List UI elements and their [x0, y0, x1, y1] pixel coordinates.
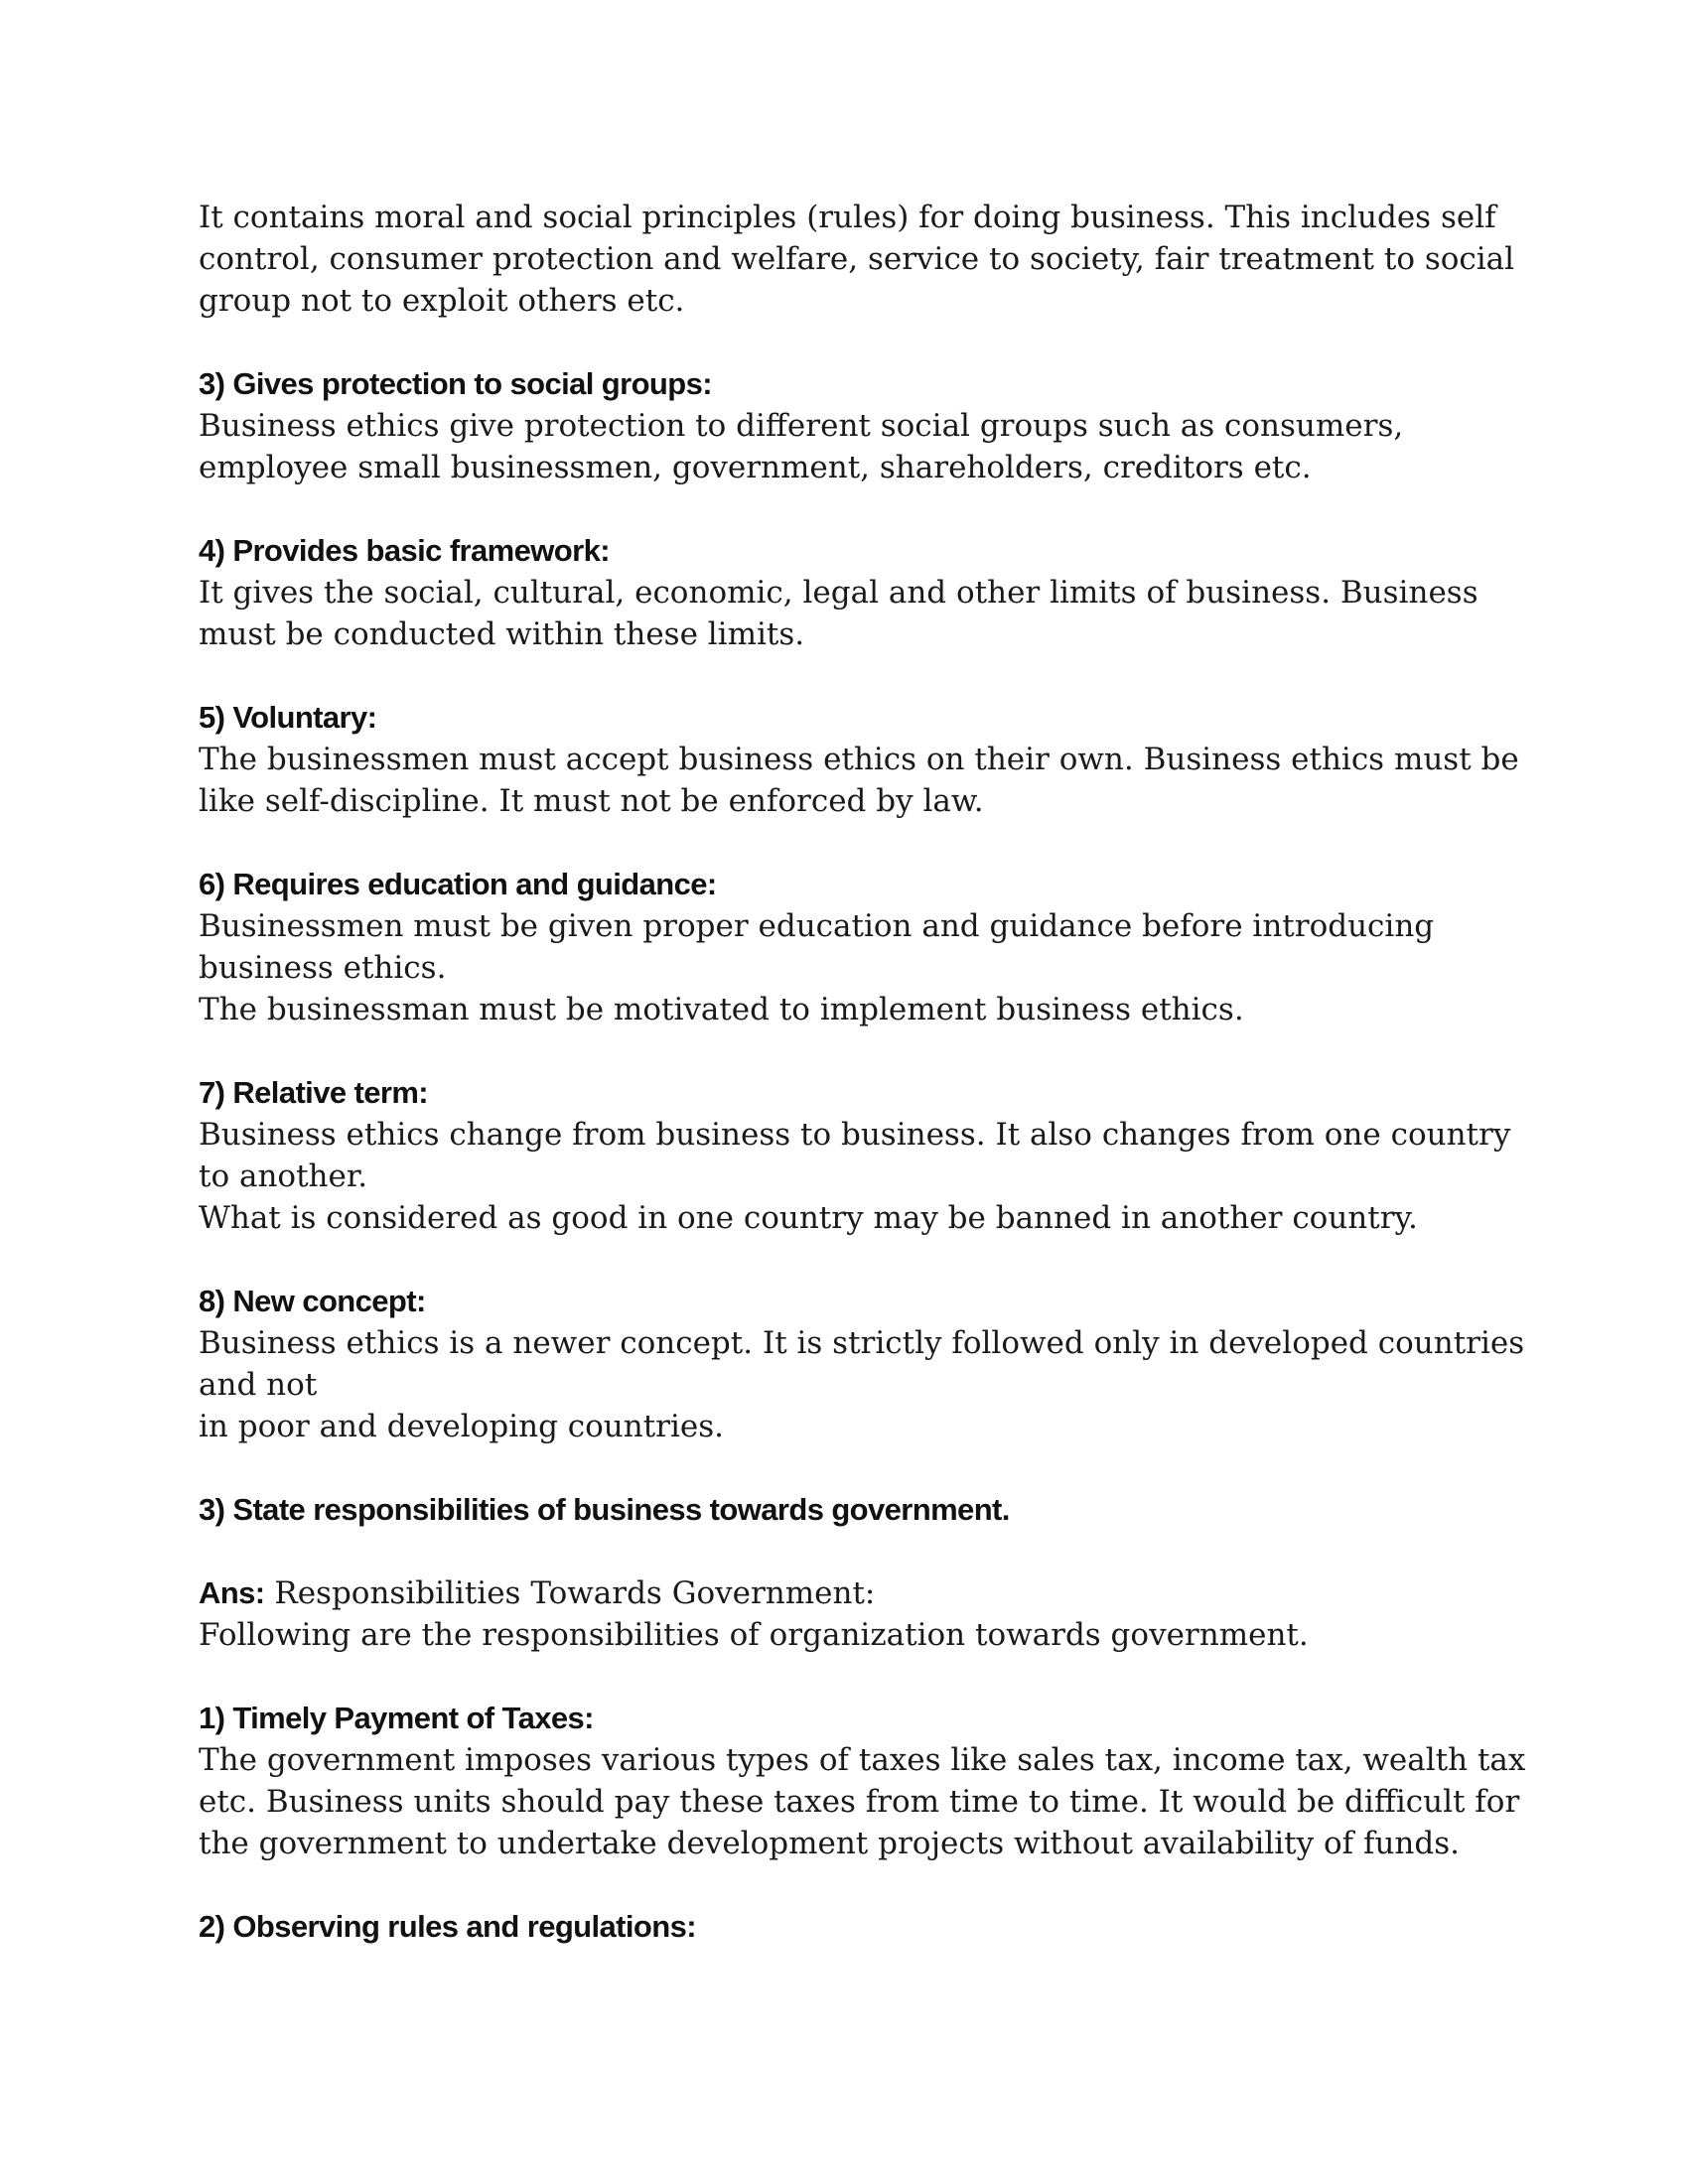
body-text-line: Business ethics change from business to business. It also changes from one country: [199, 1117, 1511, 1153]
section-rules-regulations: [199, 1906, 1509, 1948]
body-text-line: and not: [199, 1367, 318, 1403]
answer-intro-text: Responsibilities Towards Government:: [264, 1575, 876, 1611]
section-heading: 1) Timely Payment of Taxes:: [199, 1701, 594, 1735]
body-text-line: It contains moral and social principles (rules) for doing business. This includes self: [199, 200, 1496, 235]
section-heading: 5) Voluntary:: [199, 700, 377, 735]
section-heading: 7) Relative term:: [199, 1075, 429, 1110]
body-text-line: It gives the social, cultural, economic, legal and other limits of business. Business: [199, 575, 1478, 611]
section-social-groups: [199, 363, 1509, 488]
section-voluntary: [199, 697, 1519, 822]
section-timely-taxes: [199, 1698, 1526, 1864]
body-text-line: the government to undertake development projects without availability of funds.: [199, 1826, 1461, 1861]
body-text-line: control, consumer protection and welfare, service to society, fair treatment to social: [199, 241, 1515, 277]
body-text-line: Business ethics give protection to different social groups such as consumers,: [199, 408, 1404, 444]
body-text-line: The businessmen must accept business ethics on their own. Business ethics must be: [199, 742, 1519, 777]
question-heading: 3) State responsibilities of business towards government.: [199, 1492, 1010, 1527]
body-text-line: etc. Business units should pay these taxes from time to time. It would be difficult for: [199, 1784, 1520, 1820]
intro-paragraph: [199, 197, 1515, 322]
body-text-line: The government imposes various types of taxes like sales tax, income tax, wealth tax: [199, 1742, 1526, 1778]
section-heading: 8) New concept:: [199, 1284, 426, 1318]
section-heading: 3) Gives protection to social groups:: [199, 366, 712, 401]
answer-first-line: [199, 1572, 1509, 1614]
section-new-concept: [199, 1281, 1525, 1447]
body-text-line: Business ethics is a newer concept. It is strictly followed only in developed countries: [199, 1325, 1525, 1361]
body-text-line: Businessmen must be given proper education and guidance before introducing: [199, 908, 1435, 944]
document-page: [199, 197, 1526, 1989]
body-text-line: like self-discipline. It must not be enforced by law.: [199, 783, 984, 819]
section-relative-term: [199, 1072, 1509, 1239]
body-text-line: The businessman must be motivated to implement business ethics.: [199, 992, 1244, 1027]
section-education-guidance: [199, 864, 1509, 1030]
body-text-line: in poor and developing countries.: [199, 1409, 725, 1444]
body-text-line: Following are the responsibilities of organization towards government.: [199, 1617, 1309, 1653]
body-text-line: What is considered as good in one country may be banned in another country.: [199, 1200, 1418, 1236]
body-text-line: must be conducted within these limits.: [199, 616, 805, 652]
body-text-line: employee small businessmen, government, shareholders, creditors etc.: [199, 450, 1312, 485]
section-heading: 2) Observing rules and regulations:: [199, 1909, 696, 1944]
body-text-line: to another.: [199, 1159, 368, 1194]
question-block: [199, 1489, 1509, 1531]
answer-label: Ans:: [199, 1575, 265, 1610]
body-text-line: group not to exploit others etc.: [199, 283, 685, 319]
body-text-line: business ethics.: [199, 950, 447, 986]
section-basic-framework: [199, 530, 1509, 655]
section-heading: 6) Requires education and guidance:: [199, 867, 717, 901]
section-heading: 4) Provides basic framework:: [199, 533, 610, 568]
answer-block: [199, 1572, 1509, 1656]
